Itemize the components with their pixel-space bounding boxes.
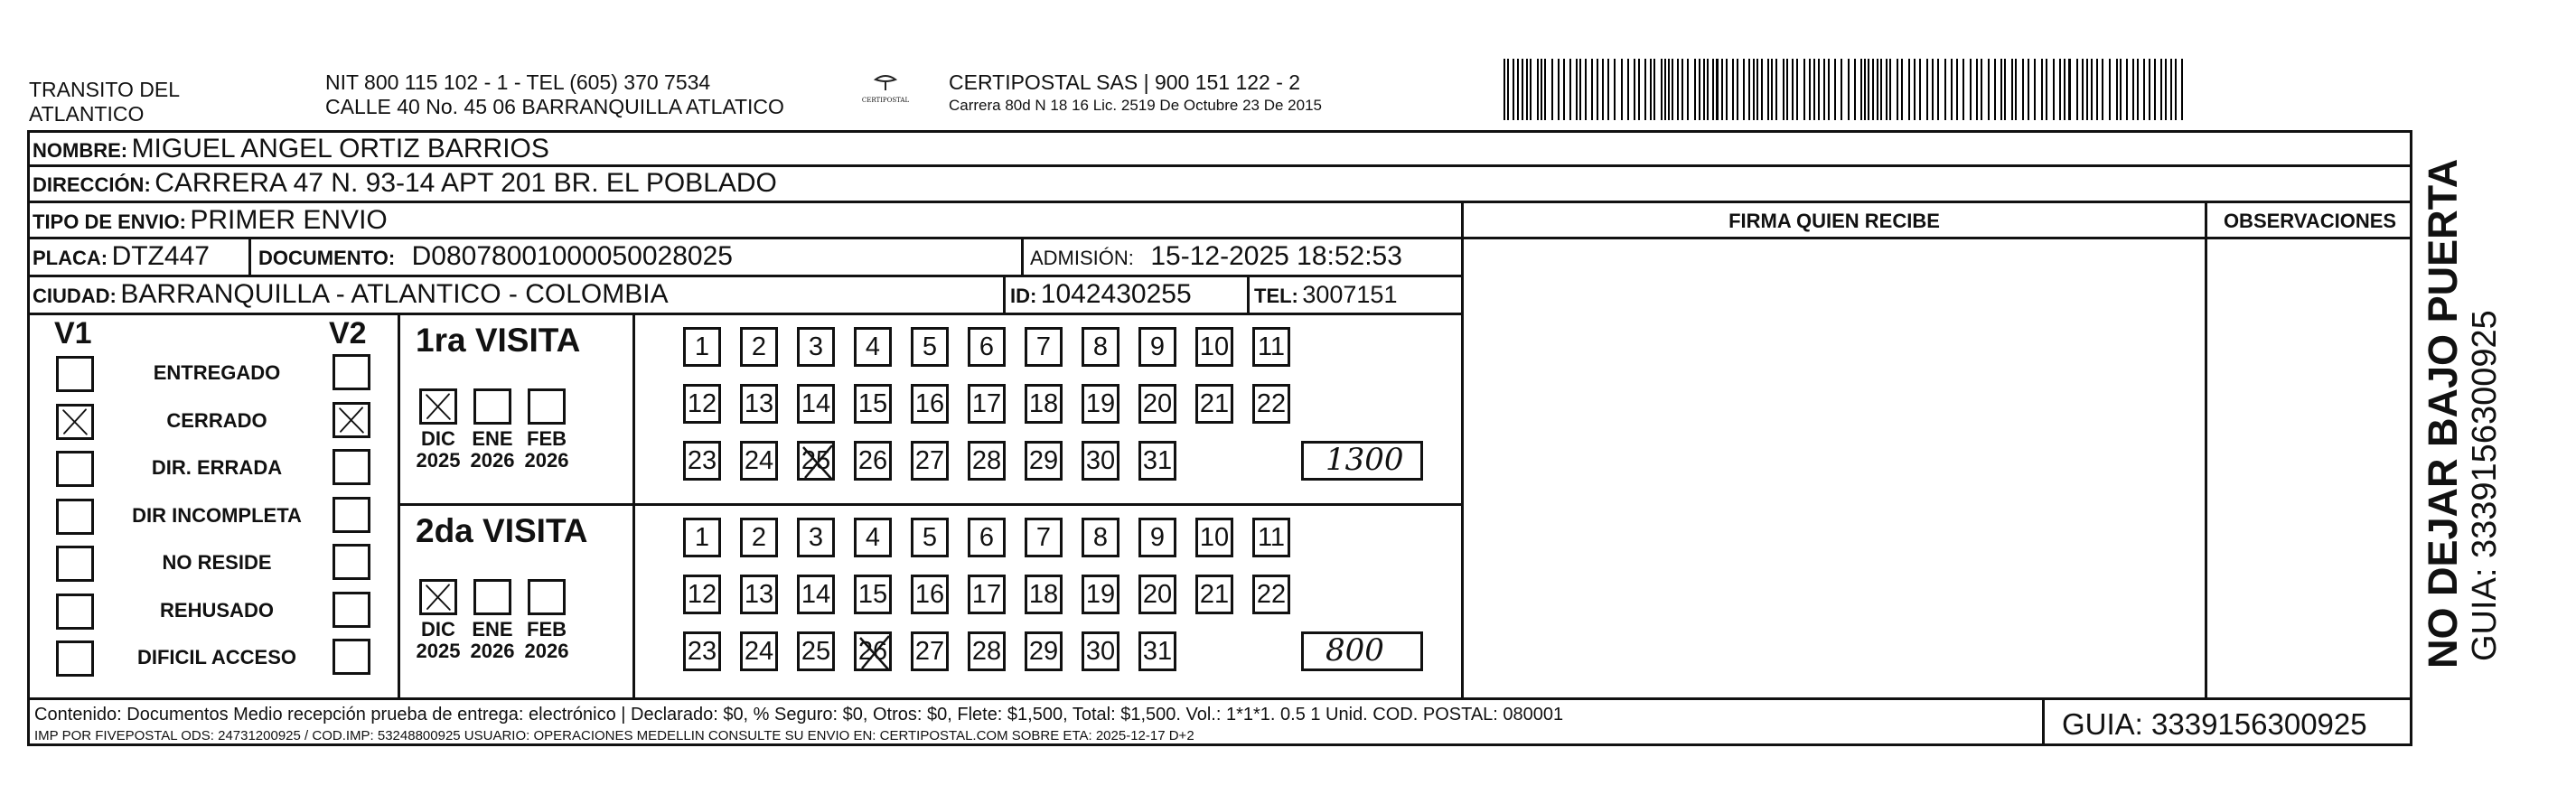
month-name: ENE <box>472 427 513 450</box>
barcode-bar <box>2143 59 2145 120</box>
time-box[interactable] <box>1301 631 1423 671</box>
barcode-bar <box>1880 59 1882 120</box>
day-box[interactable]: 1 <box>683 327 721 367</box>
id-value: 1042430255 <box>1040 279 1192 309</box>
v1-checkbox[interactable] <box>56 640 94 677</box>
month-year: 2025 <box>416 449 461 472</box>
barcode-bar <box>1544 59 1546 120</box>
barcode-bar <box>1513 59 1514 120</box>
day-box[interactable]: 21 <box>1195 575 1233 614</box>
barcode-bar <box>2160 59 2162 120</box>
day-box[interactable]: 14 <box>797 575 835 614</box>
v2-label: V2 <box>329 316 367 351</box>
barcode-bar <box>1889 59 1891 120</box>
barcode-bar <box>1650 59 1652 120</box>
day-box[interactable]: 20 <box>1138 575 1176 614</box>
month-checkbox[interactable] <box>528 388 566 425</box>
day-box[interactable]: 3 <box>797 327 835 367</box>
barcode-bar <box>1792 59 1794 120</box>
barcode-bar <box>2082 59 2084 120</box>
barcode-bar <box>1712 59 1714 120</box>
barcode-bar <box>1726 59 1728 120</box>
barcode-bar <box>1860 59 1862 120</box>
barcode-bar <box>2041 59 2043 120</box>
barcode-bar <box>1854 59 1856 120</box>
admision-value: 15-12-2025 18:52:53 <box>1150 241 1402 271</box>
barcode-bar <box>1597 59 1598 120</box>
v2-checkbox[interactable] <box>333 592 370 628</box>
day-box[interactable]: 24 <box>740 441 778 481</box>
v1-checkbox[interactable] <box>56 451 94 487</box>
barcode-bar <box>1783 59 1784 120</box>
barcode-bar <box>2096 59 2098 120</box>
day-box[interactable]: 22 <box>1252 384 1290 424</box>
barcode-bar <box>2000 59 2002 120</box>
v2-checkbox[interactable] <box>333 402 370 438</box>
time-written: 800 <box>1325 632 1384 668</box>
barcode-bar <box>2116 59 2118 120</box>
day-box[interactable]: 15 <box>854 575 892 614</box>
barcode-bar <box>2149 59 2150 120</box>
barcode-bar <box>1886 59 1888 120</box>
month-checkbox[interactable] <box>419 388 457 425</box>
month-checkbox[interactable] <box>528 579 566 615</box>
barcode-bar <box>2181 59 2183 120</box>
barcode-bar <box>1994 59 1996 120</box>
month-label <box>520 428 574 472</box>
visit-title: 2da VISITA <box>416 512 588 549</box>
day-box[interactable]: 29 <box>1025 441 1063 481</box>
barcode-bar <box>1732 59 1734 120</box>
barcode-bar <box>1897 59 1898 120</box>
barcode-bar <box>1988 59 1990 120</box>
barcode-bar <box>1828 59 1830 120</box>
barcode-bar <box>1809 59 1811 120</box>
barcode-bar <box>1841 59 1842 120</box>
month-year: 2026 <box>524 449 569 472</box>
barcode-bar <box>1551 59 1553 120</box>
barcode-bar <box>1877 59 1878 120</box>
barcode-bar <box>1621 59 1623 120</box>
day-box[interactable]: 1 <box>683 518 721 557</box>
barcode-bar <box>1668 59 1670 120</box>
day-box[interactable]: 16 <box>911 575 949 614</box>
barcode-bar <box>1517 59 1519 120</box>
barcode-bar <box>2137 59 2139 120</box>
day-box[interactable]: 6 <box>968 518 1006 557</box>
barcode-bar <box>1591 59 1593 120</box>
barcode-bar <box>1951 59 1953 120</box>
month-label <box>465 428 520 472</box>
barcode-bar <box>1962 59 1964 120</box>
barcode-bar <box>1522 59 1523 120</box>
barcode-bar <box>1558 59 1560 120</box>
barcode-bar <box>1664 59 1666 120</box>
v1-checkbox[interactable] <box>56 356 94 392</box>
visit-title: 1ra VISITA <box>416 322 581 359</box>
barcode-bar <box>2086 59 2088 120</box>
day-box[interactable]: 15 <box>854 384 892 424</box>
barcode-bar <box>1526 59 1528 120</box>
ciudad-field: CIUDAD: BARRANQUILLA - ATLANTICO - COLOMBIA <box>33 279 669 309</box>
day-box[interactable]: 11 <box>1252 327 1290 367</box>
barcode-bar <box>1703 59 1705 120</box>
barcode-bar <box>1803 59 1805 120</box>
barcode-bar <box>1579 59 1581 120</box>
barcode-bar <box>1634 59 1635 120</box>
v2-checkbox[interactable] <box>333 497 370 533</box>
tel-field: TEL: 3007151 <box>1254 281 1398 308</box>
barcode-bar <box>1576 59 1578 120</box>
documento-value: D08078001000050028025 <box>411 241 733 271</box>
time-box[interactable] <box>1301 441 1423 481</box>
day-box[interactable]: 25 <box>797 441 835 481</box>
barcode <box>1500 59 2187 120</box>
v1-checkbox[interactable] <box>56 404 94 440</box>
barcode-bar <box>1737 59 1738 120</box>
barcode-bar <box>2034 59 2036 120</box>
barcode-bar <box>2046 59 2047 120</box>
status-label: REHUSADO <box>160 598 274 622</box>
barcode-bar <box>1767 59 1769 120</box>
v2-checkbox[interactable] <box>333 544 370 580</box>
month-checkbox[interactable] <box>419 579 457 615</box>
barcode-bar <box>1644 59 1646 120</box>
barcode-bar <box>1563 59 1565 120</box>
day-box[interactable]: 2 <box>740 518 778 557</box>
v1-checkbox[interactable] <box>56 594 94 630</box>
v2-checkbox[interactable] <box>333 449 370 485</box>
day-box[interactable]: 4 <box>854 518 892 557</box>
month-year: 2026 <box>524 640 569 662</box>
barcode-bar <box>1716 59 1719 120</box>
day-box[interactable]: 27 <box>911 631 949 671</box>
day-box[interactable]: 13 <box>740 384 778 424</box>
month-year: 2025 <box>416 640 461 662</box>
barcode-bar <box>1707 59 1709 120</box>
day-box[interactable]: 30 <box>1082 631 1119 671</box>
side-vertical-text <box>2421 108 2512 668</box>
barcode-bar <box>1614 59 1616 120</box>
v1-label: V1 <box>54 316 92 351</box>
barcode-bar <box>1864 59 1866 120</box>
month-label <box>520 619 574 662</box>
day-box[interactable]: 11 <box>1252 518 1290 557</box>
day-box[interactable]: 28 <box>968 631 1006 671</box>
logo-mark-icon <box>872 72 899 92</box>
footer-contenido: Contenido: Documentos Medio recepción prueba de entrega: electrónico | Declarado: $0, % Seguro: $0, Otros: $0, Flete: $1,500, Total: $1,500. Vol.: 1*1*1. 0.5 1 Unid. COD. POSTAL: 080001 <box>34 705 1564 725</box>
barcode-bar <box>1602 59 1604 120</box>
barcode-bar <box>1638 59 1640 120</box>
certipostal-logo: CERTIPOSTAL <box>849 72 922 117</box>
barcode-bar <box>1569 59 1571 120</box>
nombre-value: MIGUEL ANGEL ORTIZ BARRIOS <box>131 134 549 164</box>
barcode-bar <box>1541 59 1542 120</box>
month-label <box>411 619 465 662</box>
barcode-bar <box>1699 59 1700 120</box>
month-name: FEB <box>527 618 567 640</box>
day-box[interactable]: 8 <box>1082 327 1119 367</box>
barcode-bar <box>1956 59 1958 120</box>
barcode-bar <box>1653 59 1655 120</box>
day-box[interactable]: 27 <box>911 441 949 481</box>
tipo-value: PRIMER ENVIO <box>190 205 388 235</box>
barcode-bar <box>1932 59 1934 120</box>
status-label: NO RESIDE <box>162 551 272 574</box>
nombre-row: NOMBRE: MIGUEL ANGEL ORTIZ BARRIOS <box>33 134 549 164</box>
barcode-bar <box>2028 59 2029 120</box>
observaciones-area[interactable] <box>2207 239 2412 697</box>
status-label: ENTREGADO <box>153 361 281 384</box>
issuer-contact: NIT 800 115 102 - 1 - TEL (605) 370 7534 CALLE 40 No. 45 06 BARRANQUILLA ATLATICO <box>325 70 784 118</box>
tel-value: 3007151 <box>1302 281 1398 308</box>
day-box[interactable]: 26 <box>854 631 892 671</box>
day-box[interactable]: 6 <box>968 327 1006 367</box>
v1-checkbox[interactable] <box>56 499 94 535</box>
barcode-bar <box>2053 59 2055 120</box>
barcode-bar <box>1868 59 1869 120</box>
barcode-bar <box>1813 59 1815 120</box>
barcode-bar <box>2022 59 2024 120</box>
barcode-bar <box>2091 59 2093 120</box>
barcode-bar <box>1748 59 1750 120</box>
barcode-bar <box>1981 59 1982 120</box>
placa-value: DTZ447 <box>111 241 210 271</box>
day-box[interactable]: 12 <box>683 384 721 424</box>
day-box[interactable]: 28 <box>968 441 1006 481</box>
status-label: DIR. ERRADA <box>151 456 283 479</box>
barcode-bar <box>2120 59 2122 120</box>
barcode-bar <box>1681 59 1683 120</box>
barcode-bar <box>1901 59 1903 120</box>
barcode-bar <box>1694 59 1696 120</box>
footer-guia: GUIA: 3339156300925 <box>2062 707 2367 741</box>
id-field: ID: 1042430255 <box>1010 279 1192 309</box>
day-box[interactable]: 16 <box>911 384 949 424</box>
barcode-bar <box>1687 59 1689 120</box>
barcode-bar <box>1914 59 1916 120</box>
direccion-row: DIRECCIÓN: CARRERA 47 N. 93-14 APT 201 BR. EL POBLADO <box>33 168 777 198</box>
barcode-bar <box>2175 59 2177 120</box>
day-box[interactable]: 24 <box>740 631 778 671</box>
issuer-name: TRANSITO DEL ATLANTICO <box>29 78 180 126</box>
month-label <box>465 619 520 662</box>
day-box[interactable]: 2 <box>740 327 778 367</box>
day-box[interactable]: 25 <box>797 631 835 671</box>
barcode-bar <box>2064 59 2065 120</box>
admision-field: ADMISIÓN: 15-12-2025 18:52:53 <box>1030 241 1402 271</box>
v2-checkbox[interactable] <box>333 354 370 390</box>
barcode-bar <box>1672 59 1673 120</box>
day-box[interactable]: 10 <box>1195 518 1233 557</box>
placa-field: PLACA: DTZ447 <box>33 241 210 271</box>
footer-imp: IMP POR FIVEPOSTAL ODS: 24731200925 / COD.IMP: 53248800925 USUARIO: OPERACIONES MEDELLIN CONSULTE SU ENVIO EN: CERTIPOSTAL.COM SOBRE ETA: 2025-12-17 D+2 <box>34 728 1194 743</box>
day-mark-icon <box>796 440 839 485</box>
day-box[interactable]: 17 <box>968 384 1006 424</box>
month-name: ENE <box>472 618 513 640</box>
day-box[interactable]: 3 <box>797 518 835 557</box>
barcode-bar <box>1786 59 1788 120</box>
barcode-bar <box>1743 59 1745 120</box>
barcode-bar <box>1753 59 1755 120</box>
barcode-bar <box>2132 59 2134 120</box>
tipo-row: TIPO DE ENVIO: PRIMER ENVIO <box>33 205 388 235</box>
day-box[interactable]: 29 <box>1025 631 1063 671</box>
barcode-bar <box>1937 59 1939 120</box>
month-year: 2026 <box>470 449 515 472</box>
day-box[interactable]: 13 <box>740 575 778 614</box>
barcode-bar <box>1919 59 1921 120</box>
barcode-bar <box>2165 59 2167 120</box>
barcode-bar <box>1775 59 1777 120</box>
barcode-bar <box>2068 59 2071 120</box>
barcode-bar <box>2109 59 2111 120</box>
month-name: DIC <box>421 618 455 640</box>
barcode-bar <box>1627 59 1629 120</box>
courier-info: CERTIPOSTAL SAS | 900 151 122 - 2 Carrera 80d N 18 16 Lic. 2519 De Octubre 23 De 2015 <box>949 70 1322 114</box>
month-checkbox[interactable] <box>473 579 511 615</box>
day-box[interactable]: 23 <box>683 631 721 671</box>
day-box[interactable]: 18 <box>1025 384 1063 424</box>
day-box[interactable]: 19 <box>1082 575 1119 614</box>
direccion-value: CARRERA 47 N. 93-14 APT 201 BR. EL POBLADO <box>155 168 777 198</box>
barcode-bar <box>1503 59 1505 120</box>
barcode-bar <box>1796 59 1798 120</box>
day-box[interactable]: 20 <box>1138 384 1176 424</box>
day-box[interactable]: 5 <box>911 327 949 367</box>
status-label: DIR INCOMPLETA <box>132 503 302 527</box>
documento-field: DOCUMENTO: D08078001000050028025 <box>258 241 733 271</box>
barcode-bar <box>1585 59 1587 120</box>
day-box[interactable]: 23 <box>683 441 721 481</box>
status-label: DIFICIL ACCESO <box>136 646 296 668</box>
barcode-bar <box>1908 59 1910 120</box>
barcode-bar <box>2126 59 2128 120</box>
status-label: CERRADO <box>166 408 267 432</box>
barcode-bar <box>2011 59 2013 120</box>
day-box[interactable]: 8 <box>1082 518 1119 557</box>
barcode-bar <box>1872 59 1874 120</box>
barcode-bar <box>2059 59 2061 120</box>
day-box[interactable]: 26 <box>854 441 892 481</box>
barcode-bar <box>1944 59 1946 120</box>
day-box[interactable]: 10 <box>1195 327 1233 367</box>
month-name: DIC <box>421 427 455 450</box>
side-guia: GUIA: 3339156300925 <box>2466 310 2504 661</box>
day-box[interactable]: 19 <box>1082 384 1119 424</box>
barcode-bar <box>1771 59 1773 120</box>
barcode-bar <box>1970 59 1972 120</box>
firma-area[interactable] <box>1464 239 2205 697</box>
month-checkbox[interactable] <box>473 388 511 425</box>
day-box[interactable]: 22 <box>1252 575 1290 614</box>
barcode-bar <box>1756 59 1758 120</box>
barcode-bar <box>1976 59 1978 120</box>
barcode-bar <box>1607 59 1609 120</box>
barcode-bar <box>1761 59 1763 120</box>
day-box[interactable]: 7 <box>1025 518 1063 557</box>
day-box[interactable]: 9 <box>1138 518 1176 557</box>
barcode-bar <box>2154 59 2156 120</box>
barcode-bar <box>1823 59 1825 120</box>
barcode-bar <box>1530 59 1532 120</box>
day-box[interactable]: 31 <box>1138 631 1176 671</box>
month-year: 2026 <box>470 640 515 662</box>
day-box[interactable]: 18 <box>1025 575 1063 614</box>
day-box[interactable]: 5 <box>911 518 949 557</box>
day-box[interactable]: 14 <box>797 384 835 424</box>
barcode-image <box>1500 59 2187 120</box>
day-box[interactable]: 12 <box>683 575 721 614</box>
day-box[interactable]: 30 <box>1082 441 1119 481</box>
day-box[interactable]: 31 <box>1138 441 1176 481</box>
day-mark-icon <box>853 631 896 676</box>
barcode-bar <box>1507 59 1509 120</box>
barcode-bar <box>1834 59 1836 120</box>
time-written: 1300 <box>1325 442 1404 478</box>
barcode-bar <box>2170 59 2172 120</box>
day-box[interactable]: 4 <box>854 327 892 367</box>
firma-label: FIRMA QUIEN RECIBE <box>1728 210 1940 232</box>
barcode-bar <box>1677 59 1679 120</box>
v1-checkbox[interactable] <box>56 546 94 582</box>
barcode-bar <box>2102 59 2103 120</box>
barcode-bar <box>1721 59 1723 120</box>
barcode-bar <box>1848 59 1850 120</box>
day-box[interactable]: 21 <box>1195 384 1233 424</box>
barcode-bar <box>2015 59 2017 120</box>
day-box[interactable]: 9 <box>1138 327 1176 367</box>
ciudad-value: BARRANQUILLA - ATLANTICO - COLOMBIA <box>120 279 669 309</box>
month-name: FEB <box>527 427 567 450</box>
barcode-bar <box>2076 59 2078 120</box>
side-warning: NO DEJAR BAJO PUERTA <box>2420 158 2466 668</box>
barcode-bar <box>1926 59 1928 120</box>
barcode-bar <box>1661 59 1663 120</box>
day-box[interactable]: 7 <box>1025 327 1063 367</box>
month-label <box>411 428 465 472</box>
observaciones-label: OBSERVACIONES <box>2223 210 2397 232</box>
barcode-bar <box>1818 59 1820 120</box>
v2-checkbox[interactable] <box>333 639 370 675</box>
barcode-bar <box>2004 59 2006 120</box>
day-box[interactable]: 17 <box>968 575 1006 614</box>
barcode-bar <box>1537 59 1539 120</box>
